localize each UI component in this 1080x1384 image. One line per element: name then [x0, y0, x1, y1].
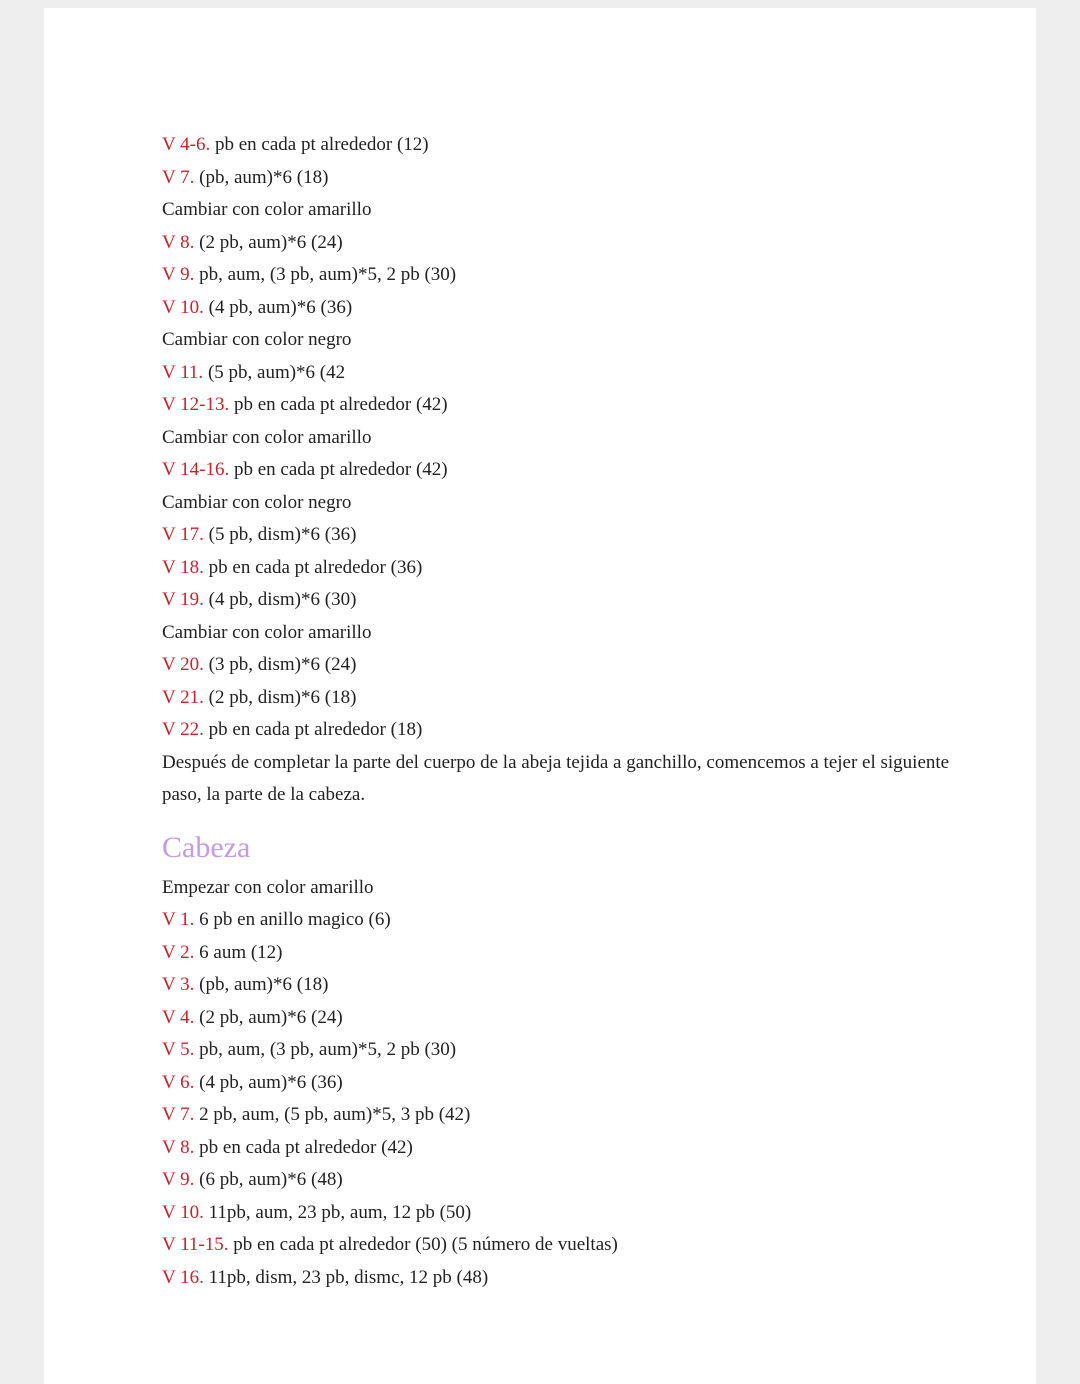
round-label: V 9.: [162, 1169, 195, 1190]
instruction-text: pb en cada pt alrededor (12): [210, 134, 429, 155]
instruction-text: pb en cada pt alrededor (50) (5 número de vueltas): [228, 1234, 618, 1255]
instruction-line: [162, 649, 952, 682]
instruction-text: (3 pb, dism)*6 (24): [203, 654, 357, 675]
round-label: V 16.: [162, 1266, 204, 1288]
instruction-line: [162, 1034, 952, 1067]
instruction-text: (2 pb, aum)*6 (24): [194, 1006, 343, 1028]
instruction-text: 6 aum (12): [194, 941, 283, 963]
pattern-content: [162, 129, 952, 1294]
instruction-text: pb, aum, (3 pb, aum)*5, 2 pb (30): [194, 264, 457, 285]
instruction-line: [162, 617, 952, 650]
instruction-line: [162, 969, 952, 1002]
instruction-line: [162, 227, 952, 260]
round-label: V 14-16.: [162, 459, 230, 480]
instruction-line: [162, 389, 952, 422]
closing-paragraph: Después de completar la parte del cuerpo de la abeja tejida a ganchillo, comencemos a tejer el siguiente paso, la parte de la cabeza.: [162, 751, 950, 805]
instruction-line: [162, 1262, 952, 1295]
instruction-text: Cambiar con color amarillo: [162, 621, 372, 643]
instruction-text: pb en cada pt alrededor (42): [229, 459, 448, 480]
instruction-line: [162, 1197, 952, 1230]
round-label: V 22.: [162, 719, 204, 740]
round-label: V 19.: [162, 589, 204, 610]
instruction-text: pb en cada pt alrededor (18): [203, 719, 423, 740]
instruction-text: (5 pb, aum)*6 (42: [203, 361, 346, 383]
round-label: V 7.: [162, 166, 195, 188]
instruction-text: 6 pb en anillo magico (6): [194, 909, 391, 930]
round-label: V 12-13.: [162, 394, 230, 415]
round-label: V 17.: [162, 524, 204, 545]
instruction-text: pb, aum, (3 pb, aum)*5, 2 pb (30): [194, 1039, 457, 1060]
instruction-text: (4 pb, aum)*6 (36): [194, 1071, 343, 1093]
instruction-line: [162, 1132, 952, 1165]
round-label: V 20.: [162, 654, 204, 675]
document-page: [44, 8, 1036, 1384]
instruction-line: [162, 1229, 952, 1262]
instruction-line: [162, 519, 952, 552]
instruction-text: (4 pb, dism)*6 (30): [203, 589, 357, 610]
instruction-text: pb en cada pt alrededor (42): [229, 394, 448, 415]
instruction-line: [162, 162, 952, 195]
round-label: V 11-15.: [162, 1234, 229, 1255]
instruction-line: [162, 422, 952, 455]
instruction-line: [162, 324, 952, 357]
round-label: V 6.: [162, 1071, 195, 1093]
round-label: V 8.: [162, 231, 195, 253]
instruction-text: (5 pb, dism)*6 (36): [203, 524, 357, 545]
body-instructions-list: [162, 129, 952, 747]
round-label: V 9.: [162, 264, 195, 285]
round-label: V 4.: [162, 1006, 195, 1028]
round-label: V 8.: [162, 1136, 195, 1158]
instruction-text: (2 pb, dism)*6 (18): [203, 686, 357, 708]
instruction-text: 11pb, aum, 23 pb, aum, 12 pb (50): [203, 1201, 472, 1223]
instruction-text: Cambiar con color amarillo: [162, 199, 372, 220]
instruction-line: [162, 937, 952, 970]
instruction-line: [162, 1164, 952, 1197]
round-label: V 5.: [162, 1039, 195, 1060]
instruction-text: (6 pb, aum)*6 (48): [194, 1169, 343, 1190]
instruction-text: (4 pb, aum)*6 (36): [203, 296, 353, 318]
instruction-line: [162, 129, 952, 162]
instruction-line: [162, 682, 952, 715]
section-heading-cabeza: Cabeza: [162, 830, 251, 864]
instruction-line: [162, 904, 952, 937]
instruction-line: [162, 292, 952, 325]
instruction-line: [162, 487, 952, 520]
round-label: V 21.: [162, 686, 204, 708]
instruction-text: Cambiar con color negro: [162, 491, 352, 513]
instruction-line: [162, 584, 952, 617]
instruction-line: [162, 194, 952, 227]
instruction-text: (2 pb, aum)*6 (24): [194, 231, 343, 253]
instruction-text: (pb, aum)*6 (18): [194, 974, 329, 995]
instruction-line: [162, 1099, 952, 1132]
round-label: V 7.: [162, 1104, 195, 1125]
instruction-line: [162, 872, 952, 905]
round-label: V 18.: [162, 556, 204, 578]
instruction-text: Empezar con color amarillo: [162, 876, 374, 898]
instruction-text: Cambiar con color amarillo: [162, 426, 372, 448]
round-label: V 3.: [162, 974, 195, 995]
instruction-line: [162, 259, 952, 292]
instruction-line: [162, 714, 952, 747]
instruction-text: (pb, aum)*6 (18): [194, 166, 329, 188]
head-instructions-list: [162, 872, 952, 1295]
instruction-line: [162, 357, 952, 390]
round-label: V 2.: [162, 941, 195, 963]
instruction-text: Cambiar con color negro: [162, 329, 352, 350]
instruction-text: pb en cada pt alrededor (42): [194, 1136, 413, 1158]
instruction-line: [162, 552, 952, 585]
round-label: V 10.: [162, 1201, 204, 1223]
round-label: V 4-6.: [162, 134, 211, 155]
instruction-text: 2 pb, aum, (5 pb, aum)*5, 3 pb (42): [194, 1104, 471, 1125]
round-label: V 1.: [162, 909, 195, 930]
instruction-text: pb en cada pt alrededor (36): [203, 556, 423, 578]
round-label: V 11.: [162, 361, 204, 383]
instruction-text: 11pb, dism, 23 pb, dismc, 12 pb (48): [203, 1266, 489, 1288]
round-label: V 10.: [162, 296, 204, 318]
instruction-line: [162, 454, 952, 487]
instruction-line: [162, 1067, 952, 1100]
instruction-line: [162, 1002, 952, 1035]
